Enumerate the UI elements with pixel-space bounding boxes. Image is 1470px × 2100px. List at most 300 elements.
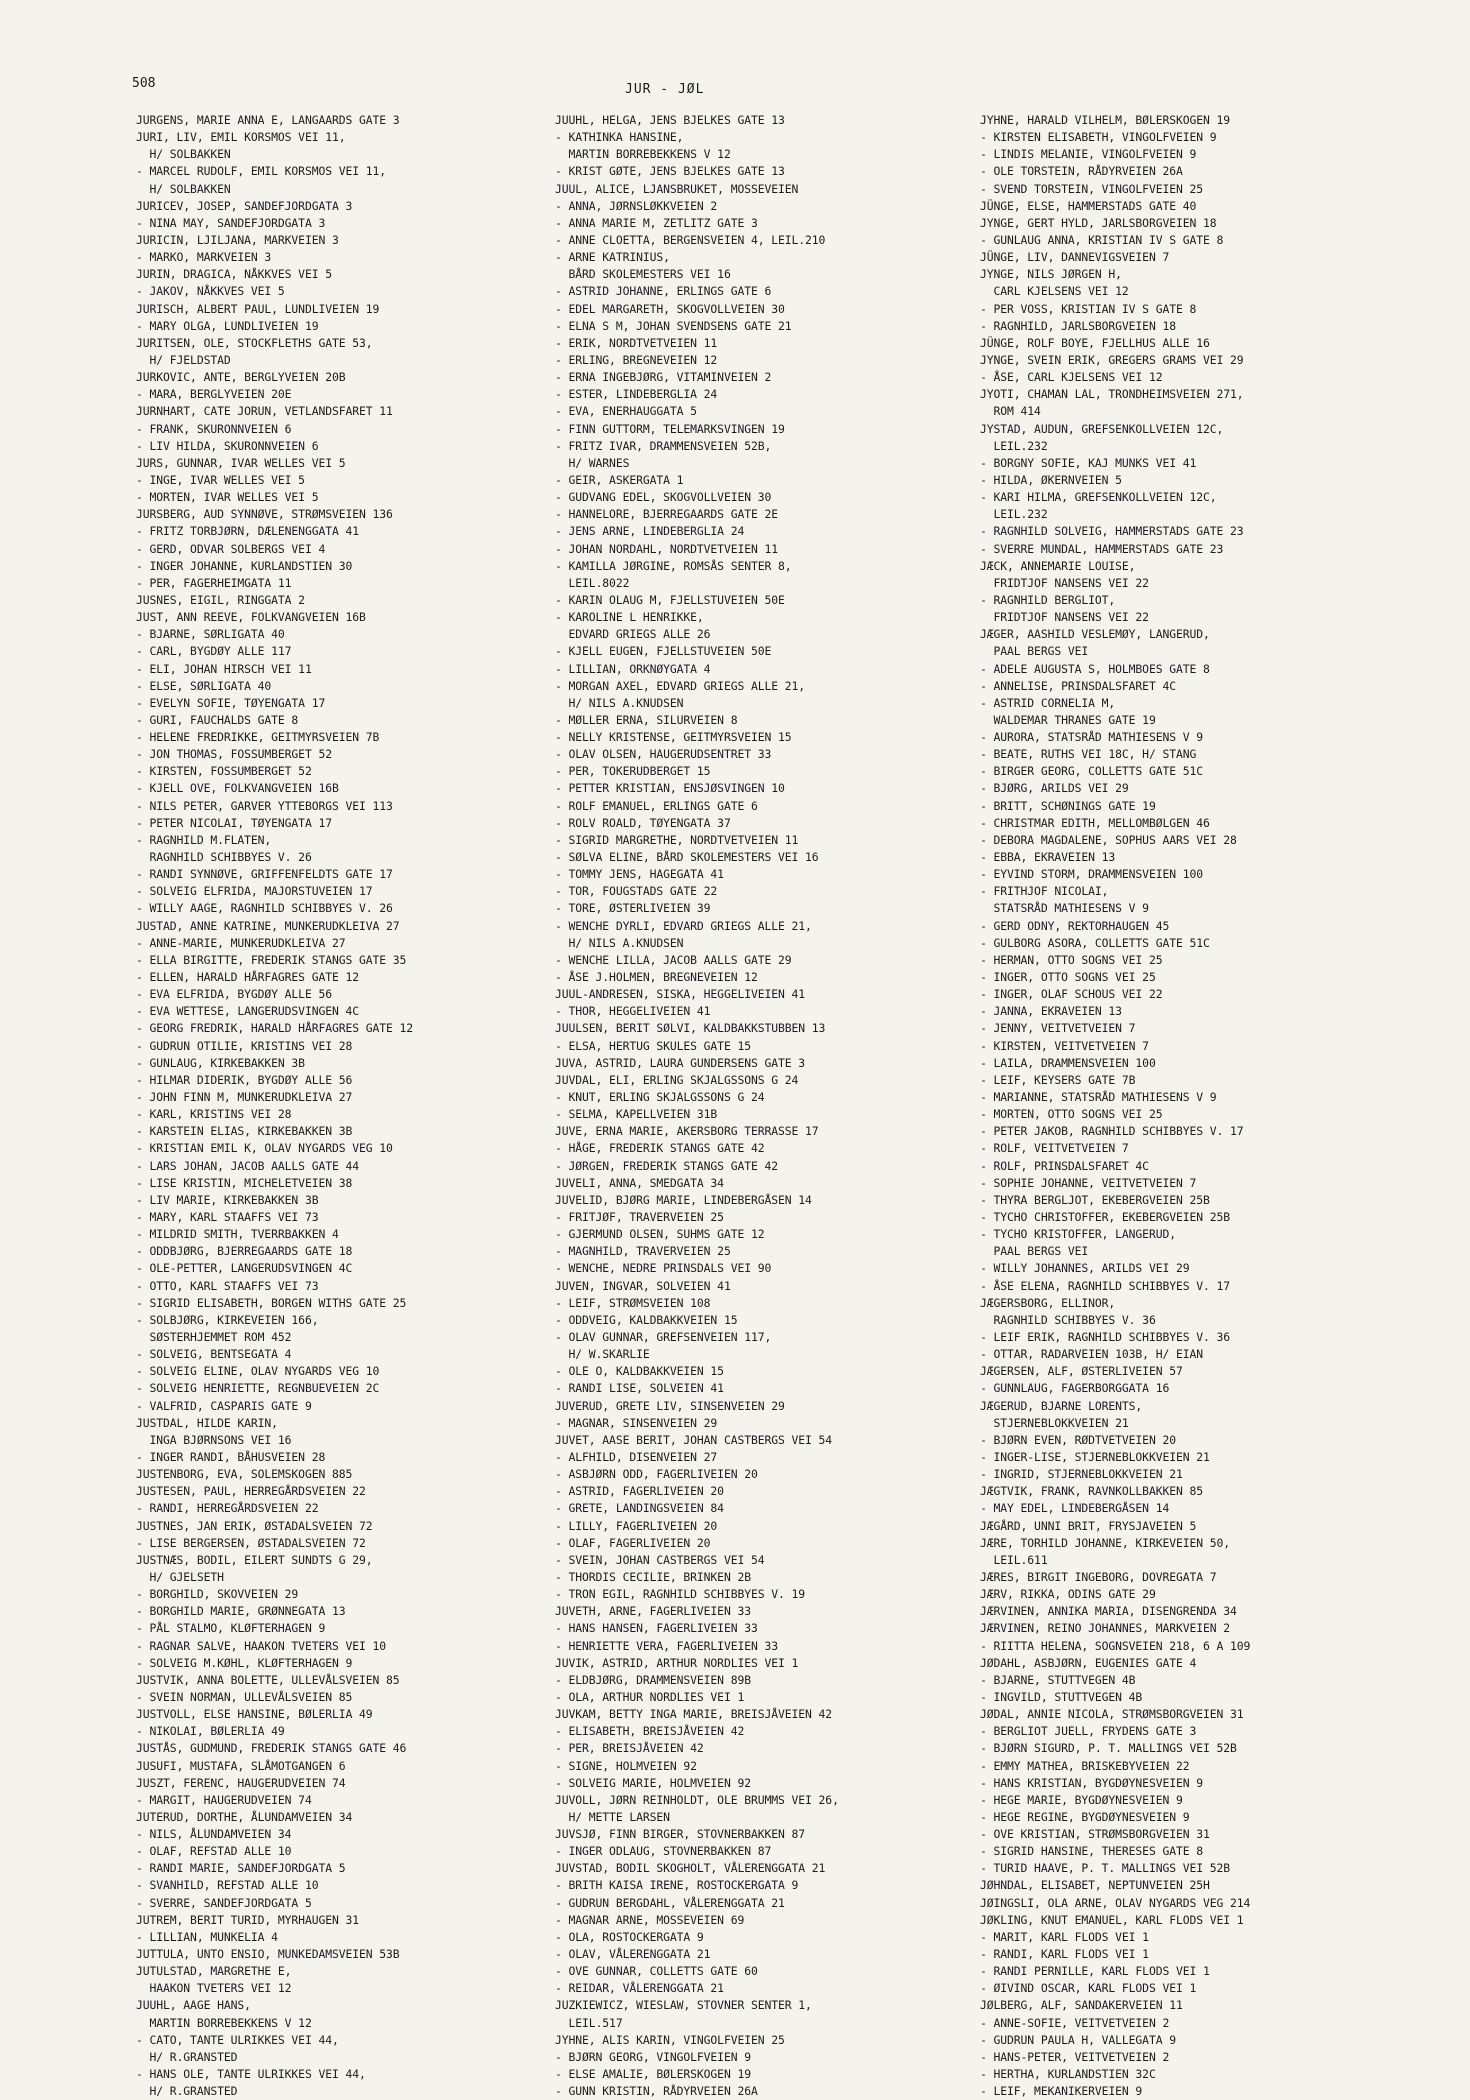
directory-entry-line: PAAL BERGS VEI [980,644,1089,659]
directory-entry-line: - GUNNLAUG, FAGERBORGGATA 16 [980,1381,1170,1396]
directory-entry-line: - SOLBJØRG, KIRKEVEIEN 166, [136,1312,319,1327]
directory-entry-line: - HELENE FREDRIKKE, GEITMYRSVEIEN 7B [136,730,380,745]
directory-entry-line: - MAGNAR, SINSENVEIEN 29 [555,1415,718,1430]
directory-entry-line: - MILDRID SMITH, TVERRBAKKEN 4 [136,1227,339,1242]
directory-entry-line: - ESTER, LINDEBERGLIA 24 [555,387,718,402]
directory-entry-line: - GJERMUND OLSEN, SUHMS GATE 12 [555,1227,765,1242]
directory-entry-line: JURNHART, CATE JORUN, VETLANDSFARET 11 [136,404,393,419]
directory-entry-line: JYNGE, SVEIN ERIK, GREGERS GRAMS VEI 29 [980,352,1244,367]
directory-entry-line: - BJARNE, SØRLIGATA 40 [136,627,285,642]
directory-entry-line: LEIL.8022 [555,575,630,590]
directory-entry-line: - EVA WETTESE, LANGERUDSVINGEN 4C [136,1004,360,1019]
page-number: 508 [132,76,156,91]
directory-entry-line: - THORDIS CECILIE, BRINKEN 2B [555,1569,751,1584]
directory-entry-line: - WENCHE, NEDRE PRINSDALS VEI 90 [555,1261,772,1276]
directory-entry-line: - ERIK, NORDTVETVEIEN 11 [555,335,718,350]
directory-entry-line: - BJØRN GEORG, VINGOLFVEIEN 9 [555,2049,751,2064]
directory-entry-line: - GUDRUN PAULA H, VALLEGATA 9 [980,2032,1176,2047]
directory-entry-line: - LEIF, STRØMSVEIEN 108 [555,1295,711,1310]
directory-entry-line: JYSTAD, AUDUN, GREFSENKOLLVEIEN 12C, [980,421,1224,436]
directory-entry-line: JØDAL, ANNIE NICOLA, STRØMSBORGVEIEN 31 [980,1707,1244,1722]
directory-entry-line: - SVEIN NORMAN, ULLEVÅLSVEIEN 85 [136,1689,353,1704]
directory-entry-line: JURICEV, JOSEP, SANDEFJORDGATA 3 [136,198,353,213]
directory-entry-line: - INGER-LISE, STJERNEBLOKKVEIEN 21 [980,1449,1210,1464]
directory-entry-line: JYHNE, HARALD VILHELM, BØLERSKOGEN 19 [980,113,1231,127]
directory-entry-line: - GUNLAUG, KIRKEBAKKEN 3B [136,1055,305,1070]
directory-entry-line: - TURID HAAVE, P. T. MALLINGS VEI 52B [980,1861,1231,1876]
directory-entry-line: - NIKOLAI, BØLERLIA 49 [136,1724,285,1739]
directory-entry-line: - FRITHJOF NICOLAI, [980,884,1109,899]
directory-entry-line: - PER, TOKERUDBERGET 15 [555,764,711,779]
directory-entry-line: JÜNGE, ROLF BOYE, FJELLHUS ALLE 16 [980,335,1210,350]
directory-entry-line: - INGER, OLAF SCHOUS VEI 22 [980,987,1163,1002]
directory-entry-line: - RAGNHILD SOLVEIG, HAMMERSTADS GATE 23 [980,524,1244,539]
directory-entry-line: - HERTHA, KURLANDSTIEN 32C [980,2067,1156,2082]
directory-entry-line: - ELLA BIRGITTE, FREDERIK STANGS GATE 35 [136,952,407,967]
directory-entry-line: - PER, FAGERHEIMGATA 11 [136,575,292,590]
directory-entry-line: - MORTEN, OTTO SOGNS VEI 25 [980,1107,1163,1122]
directory-entry-line: - KIRSTEN, FOSSUMBERGET 52 [136,764,312,779]
directory-entry-line: - SOLVEIG MARIE, HOLMVEIEN 92 [555,1775,751,1790]
directory-entry-line: JYNGE, NILS JØRGEN H, [980,267,1122,282]
directory-entry-line: - OLAF, FAGERLIVEIEN 20 [555,1535,711,1550]
directory-entry-line: - INGE, IVAR WELLES VEI 5 [136,472,305,487]
directory-entry-line: - BRITH KAISA IRENE, ROSTOCKERGATA 9 [555,1878,799,1893]
directory-entry-line: - INGER JOHANNE, KURLANDSTIEN 30 [136,558,353,573]
directory-entry-line: - HEGE REGINE, BYGDØYNESVEIEN 9 [980,1809,1190,1824]
directory-entry-line: JUUHL, HELGA, JENS BJELKES GATE 13 [555,113,785,127]
directory-entry-line: - LEIF, KEYSERS GATE 7B [980,1072,1136,1087]
directory-entry-line: - KRIST GØTE, JENS BJELKES GATE 13 [555,164,785,179]
directory-entry-line: - VALFRID, CASPARIS GATE 9 [136,1398,312,1413]
directory-entry-line: JÆGÅRD, UNNI BRIT, FRYSJAVEIEN 5 [980,1518,1197,1533]
directory-entry-line: - WENCHE LILLA, JACOB AALLS GATE 29 [555,952,792,967]
directory-entry-line: H/ SOLBAKKEN [136,181,231,196]
directory-entry-line: - HILMAR DIDERIK, BYGDØY ALLE 56 [136,1072,353,1087]
directory-entry-line: - BRITT, SCHØNINGS GATE 19 [980,798,1156,813]
directory-entry-line: - MAY EDEL, LINDEBERGÅSEN 14 [980,1501,1170,1516]
directory-entry-line: - SIGRID ELISABETH, BORGEN WITHS GATE 25 [136,1295,407,1310]
directory-entry-line: H/ W.SKARLIE [555,1347,650,1362]
directory-entry-line: STATSRÅD MATHIESENS V 9 [980,901,1149,916]
directory-entry-line: JÆRES, BIRGIT INGEBORG, DOVREGATA 7 [980,1569,1217,1584]
directory-entry-line: FRIDTJOF NANSENS VEI 22 [980,575,1149,590]
directory-entry-line: - BORGNY SOFIE, KAJ MUNKS VEI 41 [980,455,1197,470]
directory-entry-line: - OLA, ARTHUR NORDLIES VEI 1 [555,1689,745,1704]
directory-entry-line: - WILLY JOHANNES, ARILDS VEI 29 [980,1261,1190,1276]
directory-entry-line: JØKLING, KNUT EMANUEL, KARL FLODS VEI 1 [980,1912,1244,1927]
directory-entry-line: - TRON EGIL, RAGNHILD SCHIBBYES V. 19 [555,1587,806,1602]
directory-entry-line: JURS, GUNNAR, IVAR WELLES VEI 5 [136,455,346,470]
directory-entry-line: - FRITZ IVAR, DRAMMENSVEIEN 52B, [555,438,772,453]
directory-entry-line: - ÅSE ELENA, RAGNHILD SCHIBBYES V. 17 [980,1278,1231,1293]
directory-entry-line: - KATHINKA HANSINE, [555,130,684,145]
directory-entry-line: JURSBERG, AUD SYNNØVE, STRØMSVEIEN 136 [136,507,393,522]
directory-entry-line: - DEBORA MAGDALENE, SOPHUS AARS VEI 28 [980,832,1237,847]
directory-entry-line: JUSTAD, ANNE KATRINE, MUNKERUDKLEIVA 27 [136,918,400,933]
directory-entry-line: - JANNA, EKRAVEIEN 13 [980,1004,1122,1019]
directory-entry-line: - GUDRUN OTILIE, KRISTINS VEI 28 [136,1038,353,1053]
directory-entry-line: - JAKOV, NÅKKVES VEI 5 [136,284,285,299]
directory-entry-line: - ODDVEIG, KALDBAKKVEIEN 15 [555,1312,738,1327]
directory-entry-line: JUST, ANN REEVE, FOLKVANGVEIEN 16B [136,610,366,625]
directory-entry-line: JUSTDAL, HILDE KARIN, [136,1415,278,1430]
directory-entry-line: - WILLY AAGE, RAGNHILD SCHIBBYES V. 26 [136,901,393,916]
directory-entry-line: - HÅGE, FREDERIK STANGS GATE 42 [555,1141,765,1156]
directory-entry-line: - HILDA, ØKERNVEIEN 5 [980,472,1122,487]
directory-entry-line: - KIRSTEN ELISABETH, VINGOLFVEIEN 9 [980,130,1217,145]
directory-entry-line: - LIV MARIE, KIRKEBAKKEN 3B [136,1192,319,1207]
directory-entry-line: H/ GJELSETH [136,1569,224,1584]
directory-entry-line: - EDEL MARGARETH, SKOGVOLLVEIEN 30 [555,301,785,316]
directory-entry-line: - OLA, ROSTOCKERGATA 9 [555,1929,704,1944]
directory-entry-line: EDVARD GRIEGS ALLE 26 [555,627,711,642]
directory-entry-line: - TYCHO CHRISTOFFER, EKEBERGVEIEN 25B [980,1210,1231,1224]
directory-entry-line: - RIITTA HELENA, SOGNSVEIEN 218, 6 A 109 [980,1638,1251,1653]
directory-entry-line: - CHRISTMAR EDITH, MELLOMBØLGEN 46 [980,815,1210,830]
directory-entry-line: JUSTVOLL, ELSE HANSINE, BØLERLIA 49 [136,1707,373,1722]
directory-entry-line: JUVE, ERNA MARIE, AKERSBORG TERRASSE 17 [555,1124,819,1139]
directory-entry-line: - RAGNHILD BERGLIOT, [980,592,1116,607]
directory-entry-line: - ELSE AMALIE, BØLERSKOGEN 19 [555,2067,751,2082]
directory-entry-line: - LIV HILDA, SKURONNVEIEN 6 [136,438,319,453]
directory-entry-line: - ROLF, VEITVETVEIEN 7 [980,1141,1129,1156]
directory-entry-line: - GRETE, LANDINGSVEIEN 84 [555,1501,724,1516]
directory-entry-line: - BORGHILD, SKOVVEIEN 29 [136,1587,299,1602]
directory-entry-line: - ERNA INGEBJØRG, VITAMINVEIEN 2 [555,370,772,385]
directory-entry-line: JUSTÅS, GUDMUND, FREDERIK STANGS GATE 46 [136,1741,407,1756]
directory-entry-line: - RANDI PERNILLE, KARL FLODS VEI 1 [980,1964,1210,1979]
directory-entry-line: - HEGE MARIE, BYGDØYNESVEIEN 9 [980,1792,1183,1807]
directory-entry-line: - GERD ODNY, REKTORHAUGEN 45 [980,918,1170,933]
directory-entry-line: - LARS JOHAN, JACOB AALLS GATE 44 [136,1158,360,1173]
directory-entry-line: - MARKO, MARKVEIEN 3 [136,250,272,265]
directory-entry-line: - CATO, TANTE ULRIKKES VEI 44, [136,2032,339,2047]
directory-entry-line: - KARL, KRISTINS VEI 28 [136,1107,292,1122]
directory-entry-line: JUVDAL, ELI, ERLING SKJALGSSONS G 24 [555,1072,799,1087]
directory-entry-line: - FINN GUTTORM, TELEMARKSVINGEN 19 [555,421,785,436]
directory-entry-line: H/ NILS A.KNUDSEN [555,695,684,710]
directory-entry-line: - SIGNE, HOLMVEIEN 92 [555,1758,697,1773]
directory-entry-line: - BJØRG, ARILDS VEI 29 [980,781,1129,796]
directory-entry-line: JÆRVINEN, ANNIKA MARIA, DISENGRENDA 34 [980,1604,1237,1619]
directory-entry-line: - INGER ODLAUG, STOVNERBAKKEN 87 [555,1844,772,1859]
directory-entry-line: - ELNA S M, JOHAN SVENDSENS GATE 21 [555,318,792,333]
directory-entry-line: - LISE BERGERSEN, ØSTADALSVEIEN 72 [136,1535,366,1550]
directory-entry-line: - INGRID, STJERNEBLOKKVEIEN 21 [980,1467,1183,1482]
directory-entry-line: - MORTEN, IVAR WELLES VEI 5 [136,490,319,505]
directory-entry-line: - PER, BREISJÅVEIEN 42 [555,1741,704,1756]
directory-entry-line: JUSTESEN, PAUL, HERREGÅRDSVEIEN 22 [136,1484,366,1499]
directory-entry-line: - OTTAR, RADARVEIEN 103B, H/ EIAN [980,1347,1204,1362]
directory-entry-line: LEIL.611 [980,1552,1048,1567]
directory-entry-line: - ELI, JOHAN HIRSCH VEI 11 [136,661,312,676]
directory-entry-line: - ODDBJØRG, BJERREGAARDS GATE 18 [136,1244,353,1259]
directory-entry-line: BÅRD SKOLEMESTERS VEI 16 [555,267,731,282]
directory-entry-line: JUVSJØ, FINN BIRGER, STOVNERBAKKEN 87 [555,1827,806,1842]
directory-entry-line: HAAKON TVETERS VEI 12 [136,1981,292,1996]
directory-entry-line: - NILS, ÅLUNDAMVEIEN 34 [136,1827,292,1842]
directory-entry-line: JUUL-ANDRESEN, SISKA, HEGGELIVEIEN 41 [555,987,806,1002]
directory-entry-line: JUULSEN, BERIT SØLVI, KALDBAKKSTUBBEN 13 [555,1021,826,1036]
directory-entry-line: - ØIVIND OSCAR, KARL FLODS VEI 1 [980,1981,1197,1996]
directory-entry-line: - NELLY KRISTENSE, GEITMYRSVEIEN 15 [555,730,792,745]
directory-entry-line: - HANS-PETER, VEITVETVEIEN 2 [980,2049,1170,2064]
directory-entry-line: - OLAV OLSEN, HAUGERUDSENTRET 33 [555,747,772,762]
directory-entry-line: - PÅL STALMO, KLØFTERHAGEN 9 [136,1621,326,1636]
directory-entry-line: - LAILA, DRAMMENSVEIEN 100 [980,1055,1156,1070]
directory-entry-line: - RAGNAR SALVE, HAAKON TVETERS VEI 10 [136,1638,387,1653]
directory-entry-line: - THOR, HEGGELIVEIEN 41 [555,1004,711,1019]
directory-entry-line: JÆGERSEN, ALF, ØSTERLIVEIEN 57 [980,1364,1183,1379]
directory-entry-line: JÆGERUD, BJARNE LORENTS, [980,1398,1143,1413]
directory-entry-line: - KJELL EUGEN, FJELLSTUVEIEN 50E [555,644,772,659]
directory-entry-line: - OTTO, KARL STAAFFS VEI 73 [136,1278,319,1293]
directory-entry-line: JÆGTVIK, FRANK, RAVNKOLLBAKKEN 85 [980,1484,1204,1499]
directory-entry-line: JÜNGE, ELSE, HAMMERSTADS GATE 40 [980,198,1197,213]
directory-entry-line: H/ WARNES [555,455,630,470]
directory-entry-line: - GUNN KRISTIN, RÅDYRVEIEN 26A [555,2084,758,2099]
directory-entry-line: - HANS OLE, TANTE ULRIKKES VEI 44, [136,2067,366,2082]
directory-entry-line: JUSTENBORG, EVA, SOLEMSKOGEN 885 [136,1467,353,1482]
directory-entry-line: - ROLF, PRINSDALSFARET 4C [980,1158,1149,1173]
directory-entry-line: MARTIN BORREBEKKENS V 12 [136,2015,312,2030]
directory-entry-line: - HANNELORE, BJERREGAARDS GATE 2E [555,507,779,522]
directory-entry-line: JUSUFI, MUSTAFA, SLÅMOTGANGEN 6 [136,1758,346,1773]
directory-entry-line: - SELMA, KAPELLVEIEN 31B [555,1107,718,1122]
directory-entry-line: - TOMMY JENS, HAGEGATA 41 [555,867,724,882]
directory-entry-line: STJERNEBLOKKVEIEN 21 [980,1415,1129,1430]
directory-entry-line: - REIDAR, VÅLERENGGATA 21 [555,1981,724,1996]
directory-entry-line: - INGER RANDI, BÅHUSVEIEN 28 [136,1449,326,1464]
directory-entry-line: JURISCH, ALBERT PAUL, LUNDLIVEIEN 19 [136,301,380,316]
directory-entry-line: - KIRSTEN, VEITVETVEIEN 7 [980,1038,1149,1053]
directory-column-1 [136,112,561,2100]
directory-entry-line: - HANS HANSEN, FAGERLIVEIEN 33 [555,1621,758,1636]
directory-entry-line: - GUDVANG EDEL, SKOGVOLLVEIEN 30 [555,490,772,505]
directory-entry-line: - KARIN OLAUG M, FJELLSTUVEIEN 50E [555,592,785,607]
directory-entry-line: - RAGNHILD, JARLSBORGVEIEN 18 [980,318,1176,333]
directory-entry-line: - ELSE, SØRLIGATA 40 [136,678,272,693]
directory-entry-line: - ANNELISE, PRINSDALSFARET 4C [980,678,1176,693]
directory-column-2 [555,112,980,2100]
directory-entry-line: JURKOVIC, ANTE, BERGLYVEIEN 20B [136,370,346,385]
directory-entry-line: - OLAV GUNNAR, GREFSENVEIEN 117, [555,1329,772,1344]
directory-entry-line: CARL KJELSENS VEI 12 [980,284,1129,299]
directory-entry-line: - KAROLINE L HENRIKKE, [555,610,704,625]
directory-entry-line: - SIGRID MARGRETHE, NORDTVETVEIEN 11 [555,832,799,847]
directory-entry-line: - ASTRID CORNELIA M, [980,695,1116,710]
directory-entry-line: - GUDRUN BERGDAHL, VÅLERENGGATA 21 [555,1895,785,1910]
directory-entry-line: JUTREM, BERIT TURID, MYRHAUGEN 31 [136,1912,360,1927]
directory-entry-line: - SVERRE MUNDAL, HAMMERSTADS GATE 23 [980,541,1224,556]
directory-entry-line: - JOHN FINN M, MUNKERUDKLEIVA 27 [136,1090,353,1105]
directory-entry-line: - CARL, BYGDØY ALLE 117 [136,644,292,659]
directory-entry-line: - HERMAN, OTTO SOGNS VEI 25 [980,952,1163,967]
directory-entry-line: - MORGAN AXEL, EDVARD GRIEGS ALLE 21, [555,678,806,693]
directory-entry-line: - MARCEL RUDOLF, EMIL KORSMOS VEI 11, [136,164,387,179]
directory-entry-line: - KARSTEIN ELIAS, KIRKEBAKKEN 3B [136,1124,353,1139]
directory-entry-line: - ADELE AUGUSTA S, HOLMBOES GATE 8 [980,661,1210,676]
directory-entry-line: JURIN, DRAGICA, NÅKKVES VEI 5 [136,267,332,282]
directory-entry-line: - GEIR, ASKERGATA 1 [555,472,684,487]
directory-entry-line: - LISE KRISTIN, MICHELETVEIEN 38 [136,1175,353,1190]
directory-entry-line: - OLE-PETTER, LANGERUDSVINGEN 4C [136,1261,353,1276]
directory-entry-line: JUVOLL, JØRN REINHOLDT, OLE BRUMMS VEI 26, [555,1792,839,1807]
directory-entry-line: - GURI, FAUCHALDS GATE 8 [136,712,299,727]
directory-entry-line: - ALFHILD, DISENVEIEN 27 [555,1449,718,1464]
directory-entry-line: JUSZT, FERENC, HAUGERUDVEIEN 74 [136,1775,346,1790]
directory-entry-line: - MAGNHILD, TRAVERVEIEN 25 [555,1244,731,1259]
directory-entry-line: WALDEMAR THRANES GATE 19 [980,712,1156,727]
directory-entry-line: - SOLVEIG ELINE, OLAV NYGARDS VEG 10 [136,1364,380,1379]
directory-entry-line: - PETER NICOLAI, TØYENGATA 17 [136,815,332,830]
directory-entry-line: - OLAF, REFSTAD ALLE 10 [136,1844,292,1859]
directory-entry-line: - KNUT, ERLING SKJALGSSONS G 24 [555,1090,765,1105]
directory-entry-line: - JENNY, VEITVETVEIEN 7 [980,1021,1136,1036]
directory-entry-line: - MAGNAR ARNE, MOSSEVEIEN 69 [555,1912,745,1927]
directory-entry-line: - LINDIS MELANIE, VINGOLFVEIEN 9 [980,147,1197,162]
directory-entry-line: - HENRIETTE VERA, FAGERLIVEIEN 33 [555,1638,779,1653]
directory-entry-line: - INGER, OTTO SOGNS VEI 25 [980,970,1156,985]
directory-entry-line: JÆRVINEN, REINO JOHANNES, MARKVEIEN 2 [980,1621,1231,1636]
directory-entry-line: JØDAHL, ASBJØRN, EUGENIES GATE 4 [980,1655,1197,1670]
directory-entry-line: - LILLY, FAGERLIVEIEN 20 [555,1518,718,1533]
directory-entry-line: - MARGIT, HAUGERUDVEIEN 74 [136,1792,312,1807]
directory-entry-line: JUVELI, ANNA, SMEDGATA 34 [555,1175,724,1190]
directory-entry-line: JUZKIEWICZ, WIESLAW, STOVNER SENTER 1, [555,1998,812,2013]
directory-entry-line: - SVANHILD, REFSTAD ALLE 10 [136,1878,319,1893]
directory-entry-line: - FRITJØF, TRAVERVEIEN 25 [555,1210,724,1224]
directory-entry-line: JUSNES, EIGIL, RINGGATA 2 [136,592,305,607]
directory-entry-line: - OVE KRISTIAN, STRØMSBORGVEIEN 31 [980,1827,1210,1842]
directory-entry-line: JUVIK, ASTRID, ARTHUR NORDLIES VEI 1 [555,1655,799,1670]
directory-entry-line: - SVEND TORSTEIN, VINGOLFVEIEN 25 [980,181,1204,196]
directory-entry-line: H/ SOLBAKKEN [136,147,231,162]
directory-entry-line: JYOTI, CHAMAN LAL, TRONDHEIMSVEIEN 271, [980,387,1244,402]
directory-entry-line: SØSTERHJEMMET ROM 452 [136,1329,292,1344]
directory-entry-line: - SVERRE, SANDEFJORDGATA 5 [136,1895,312,1910]
directory-entry-line: - JØRGEN, FREDERIK STANGS GATE 42 [555,1158,779,1173]
directory-entry-line: - KAMILLA JØRGINE, ROMSÅS SENTER 8, [555,558,792,573]
directory-entry-line: ROM 414 [980,404,1041,419]
directory-entry-line: - ANNE-MARIE, MUNKERUDKLEIVA 27 [136,935,346,950]
directory-entry-line: - ÅSE, CARL KJELSENS VEI 12 [980,370,1163,385]
directory-entry-line: - JOHAN NORDAHL, NORDTVETVEIEN 11 [555,541,779,556]
directory-entry-line: JUSTNÆS, BODIL, EILERT SUNDTS G 29, [136,1552,373,1567]
directory-entry-line: - MARY OLGA, LUNDLIVEIEN 19 [136,318,319,333]
directory-entry-line: H/ NILS A.KNUDSEN [555,935,684,950]
directory-entry-line: - HANS KRISTIAN, BYGDØYNESVEIEN 9 [980,1775,1204,1790]
directory-entry-line: H/ R.GRANSTED [136,2084,238,2099]
directory-entry-line: - BERGLIOT JUELL, FRYDENS GATE 3 [980,1724,1197,1739]
directory-entry-line: - PETTER KRISTIAN, ENSJØSVINGEN 10 [555,781,785,796]
directory-entry-line: - RAGNHILD M.FLATEN, [136,832,272,847]
directory-entry-line: - AURORA, STATSRÅD MATHIESENS V 9 [980,730,1204,745]
directory-entry-line: MARTIN BORREBEKKENS V 12 [555,147,731,162]
directory-entry-line: - EMMY MATHEA, BRISKEBYVEIEN 22 [980,1758,1190,1773]
directory-entry-line: JÆRV, RIKKA, ODINS GATE 29 [980,1587,1156,1602]
directory-entry-line: - LILLIAN, ORKNØYGATA 4 [555,661,711,676]
directory-entry-line: JÜNGE, LIV, DANNEVIGSVEIEN 7 [980,250,1170,265]
running-head: JUR - JØL [625,82,705,97]
directory-entry-line: - ELSA, HERTUG SKULES GATE 15 [555,1038,751,1053]
directory-entry-line: - TYCHO KRISTOFFER, LANGERUD, [980,1227,1176,1242]
directory-entry-line: LEIL.232 [980,438,1048,453]
directory-entry-line: - RANDI LISE, SOLVEIEN 41 [555,1381,724,1396]
directory-entry-line: - MARIT, KARL FLODS VEI 1 [980,1929,1149,1944]
directory-entry-line: - NILS PETER, GARVER YTTEBORGS VEI 113 [136,798,393,813]
directory-entry-line: - ELISABETH, BREISJÅVEIEN 42 [555,1724,745,1739]
directory-entry-line: JUUL, ALICE, LJANSBRUKET, MOSSEVEIEN [555,181,799,196]
directory-entry-line: - EVELYN SOFIE, TØYENGATA 17 [136,695,326,710]
directory-entry-line: - ASTRID, FAGERLIVEIEN 20 [555,1484,724,1499]
directory-entry-line: - ERLING, BREGNEVEIEN 12 [555,352,718,367]
directory-entry-line: - BORGHILD MARIE, GRØNNEGATA 13 [136,1604,346,1619]
directory-entry-line: - RANDI MARIE, SANDEFJORDGATA 5 [136,1861,346,1876]
directory-entry-line: - BJØRN SIGURD, P. T. MALLINGS VEI 52B [980,1741,1237,1756]
directory-entry-line: - ASBJØRN ODD, FAGERLIVEIEN 20 [555,1467,758,1482]
directory-entry-line: - FRITZ TORBJØRN, DÆLENENGGATA 41 [136,524,360,539]
directory-entry-line: H/ METTE LARSEN [555,1809,670,1824]
directory-entry-line: - MARY, KARL STAAFFS VEI 73 [136,1210,319,1224]
directory-entry-line: - MØLLER ERNA, SILURVEIEN 8 [555,712,738,727]
directory-entry-line: - ANNE CLOETTA, BERGENSVEIEN 4, LEIL.210 [555,232,826,247]
directory-entry-line: INGA BJØRNSONS VEI 16 [136,1432,292,1447]
directory-entry-line: JUVA, ASTRID, LAURA GUNDERSENS GATE 3 [555,1055,806,1070]
directory-entry-line: JUTTULA, UNTO ENSIO, MUNKEDAMSVEIEN 53B [136,1947,400,1962]
directory-entry-line: RAGNHILD SCHIBBYES V. 26 [136,850,312,865]
directory-entry-line: - ANNE-SOFIE, VEITVETVEIEN 2 [980,2015,1170,2030]
directory-entry-line: - JON THOMAS, FOSSUMBERGET 52 [136,747,332,762]
directory-entry-line: - SVEIN, JOHAN CASTBERGS VEI 54 [555,1552,765,1567]
directory-entry-line: - BJØRN EVEN, RØDTVETVEIEN 20 [980,1432,1176,1447]
directory-entry-line: JØLBERG, ALF, SANDAKERVEIEN 11 [980,1998,1183,2013]
directory-entry-line: LEIL.517 [555,2015,623,2030]
directory-entry-line: - SOLVEIG M.KØHL, KLØFTERHAGEN 9 [136,1655,353,1670]
directory-entry-line: - ELDBJØRG, DRAMMENSVEIEN 89B [555,1672,751,1687]
directory-entry-line: - NINA MAY, SANDEFJORDGATA 3 [136,215,326,230]
directory-entry-line: JÆCK, ANNEMARIE LOUISE, [980,558,1136,573]
directory-entry-line: - RANDI, HERREGÅRDSVEIEN 22 [136,1501,319,1516]
directory-entry-line: - ÅSE J.HOLMEN, BREGNEVEIEN 12 [555,970,758,985]
directory-entry-line: JUTULSTAD, MARGRETHE E, [136,1964,292,1979]
directory-entry-line: - FRANK, SKURONNVEIEN 6 [136,421,292,436]
directory-entry-line: - TORE, ØSTERLIVEIEN 39 [555,901,711,916]
directory-entry-line: JØINGSLI, OLA ARNE, OLAV NYGARDS VEG 214 [980,1895,1251,1910]
directory-entry-line: - GEORG FREDRIK, HARALD HÅRFAGRES GATE 12 [136,1021,414,1036]
directory-entry-line: - RANDI SYNNØVE, GRIFFENFELDTS GATE 17 [136,867,393,882]
directory-entry-line: - ROLV ROALD, TØYENGATA 37 [555,815,731,830]
directory-entry-line: - EBBA, EKRAVEIEN 13 [980,850,1116,865]
directory-entry-line: H/ FJELDSTAD [136,352,231,367]
directory-entry-line: JUVETH, ARNE, FAGERLIVEIEN 33 [555,1604,751,1619]
directory-entry-line: - SOPHIE JOHANNE, VEITVETVEIEN 7 [980,1175,1197,1190]
directory-entry-line: - ROLF EMANUEL, ERLINGS GATE 6 [555,798,758,813]
directory-entry-line: JURICIN, LJILJANA, MARKVEIEN 3 [136,232,339,247]
directory-entry-line: JUVEN, INGVAR, SOLVEIEN 41 [555,1278,731,1293]
directory-entry-line: - PETER JAKOB, RAGNHILD SCHIBBYES V. 17 [980,1124,1244,1139]
directory-entry-line: H/ R.GRANSTED [136,2049,238,2064]
directory-entry-line: JUVET, AASE BERIT, JOHAN CASTBERGS VEI 54 [555,1432,833,1447]
directory-entry-line: - JENS ARNE, LINDEBERGLIA 24 [555,524,745,539]
directory-entry-line: - ANNA MARIE M, ZETLITZ GATE 3 [555,215,758,230]
directory-entry-line: JURGENS, MARIE ANNA E, LANGAARDS GATE 3 [136,113,400,127]
directory-entry-line: JUSTNES, JAN ERIK, ØSTADALSVEIEN 72 [136,1518,373,1533]
directory-entry-line: - KJELL OVE, FOLKVANGVEIEN 16B [136,781,339,796]
directory-entry-line: JUVERUD, GRETE LIV, SINSENVEIEN 29 [555,1398,785,1413]
directory-entry-line: - SOLVEIG ELFRIDA, MAJORSTUVEIEN 17 [136,884,373,899]
